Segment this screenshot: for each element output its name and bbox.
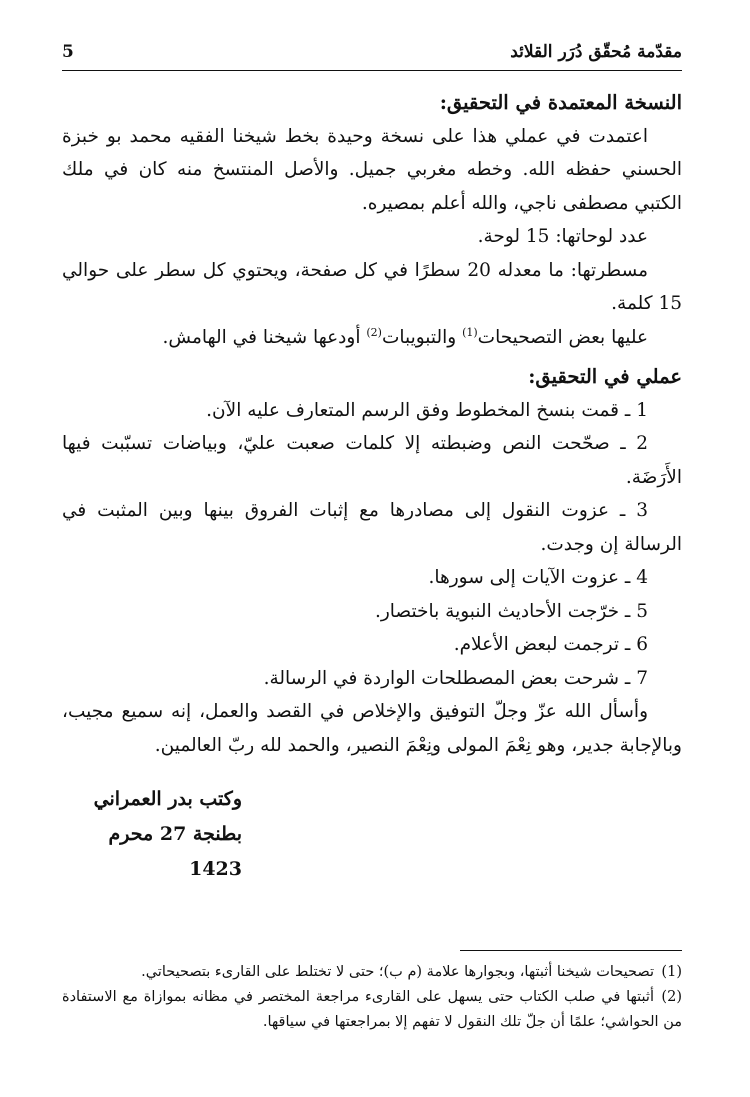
list-item: 5 ـ خرّجت الأحاديث النبوية باختصار. (374, 600, 648, 622)
signature-author: وكتب بدر العمراني (93, 788, 242, 810)
corrections-text-a: عليها بعض التصحيحات (477, 326, 648, 348)
corrections-text-b: والتبويبات (381, 326, 463, 348)
footnote-text: أثبتها في صلب الكتاب حتى يسهل على القارىء مراجعة المختصر في مظانه بموازاة مع الاستفادة من الحواشي؛ علمًا أن جلّ تلك النقول لا تفهم إلا بمراجعتها في سياقها. (62, 989, 682, 1030)
signature-place-date: بطنجة 27 محرم 1423 (108, 823, 242, 880)
footnote-text: تصحيحات شيخنا أثبتها، وبجوارها علامة (م ب)؛ حتى لا تختلط على القارىء بتصحيحاتي. (141, 964, 654, 980)
main-text (62, 86, 682, 762)
list-item: 4 ـ عزوت الآيات إلى سورها. (428, 567, 648, 588)
footnote-ref-1: (1) (462, 325, 478, 339)
list-item: 7 ـ شرحت بعض المصطلحات الواردة في الرسالة. (263, 667, 648, 689)
paragraph-corrections (62, 321, 682, 355)
footnote-1 (62, 960, 682, 985)
closing-paragraph: وأسأل الله عزّ وجلّ التوفيق والإخلاص في القصد والعمل، إنه سميع مجيب، وبالإجابة جدير، وهو نِعْمَ المولى ونِعْمَ النصير، والحمد لله ربّ العالمين. (62, 701, 682, 756)
footnote-2 (62, 985, 682, 1035)
corrections-text-c: أودعها شيخنا في الهامش. (162, 326, 367, 348)
page-number: 5 (62, 42, 74, 62)
footnote-number: (1) (661, 964, 682, 980)
list-item: 6 ـ ترجمت لبعض الأعلام. (453, 634, 648, 655)
list-item: 2 ـ صحّحت النص وضبطته إلا كلمات صعبت عليّ، وبياضات تسبّبت فيها الأَرَضَة. (62, 433, 682, 488)
footnote-divider (460, 950, 682, 951)
paragraph-folio-count: عدد لوحاتها: 15 لوحة. (477, 226, 648, 247)
footnote-ref-2: (2) (366, 325, 382, 339)
section-heading-manuscript: النسخة المعتمدة في التحقيق: (439, 91, 682, 114)
list-item: 3 ـ عزوت النقول إلى مصادرها مع إثبات الفروق بينها وبين المثبت في الرسالة إن وجدت. (62, 500, 682, 555)
paragraph-line-count: مسطرتها: ما معدله 20 سطرًا في كل صفحة، ويحتوي كل سطر على حوالي 15 كلمة. (62, 259, 682, 314)
signature-block (62, 782, 242, 887)
paragraph-manuscript-description: اعتمدت في عملي هذا على نسخة وحيدة بخط شيخنا الفقيه محمد بو خبزة الحسني حفظه الله. وخطه مغربي جميل. والأصل المنتسخ منه كان في ملك الكتبي مصطفى ناجي، والله أعلم بمصيره. (62, 125, 682, 214)
page-header (62, 40, 682, 71)
section-heading-work: عملي في التحقيق: (528, 365, 682, 388)
footnotes (62, 960, 682, 1035)
running-title: مقدّمة مُحقّق دُرَر القلائد (510, 42, 682, 62)
list-item: 1 ـ قمت بنسخ المخطوط وفق الرسم المتعارف عليه الآن. (206, 399, 648, 421)
footnote-number: (2) (661, 989, 682, 1005)
